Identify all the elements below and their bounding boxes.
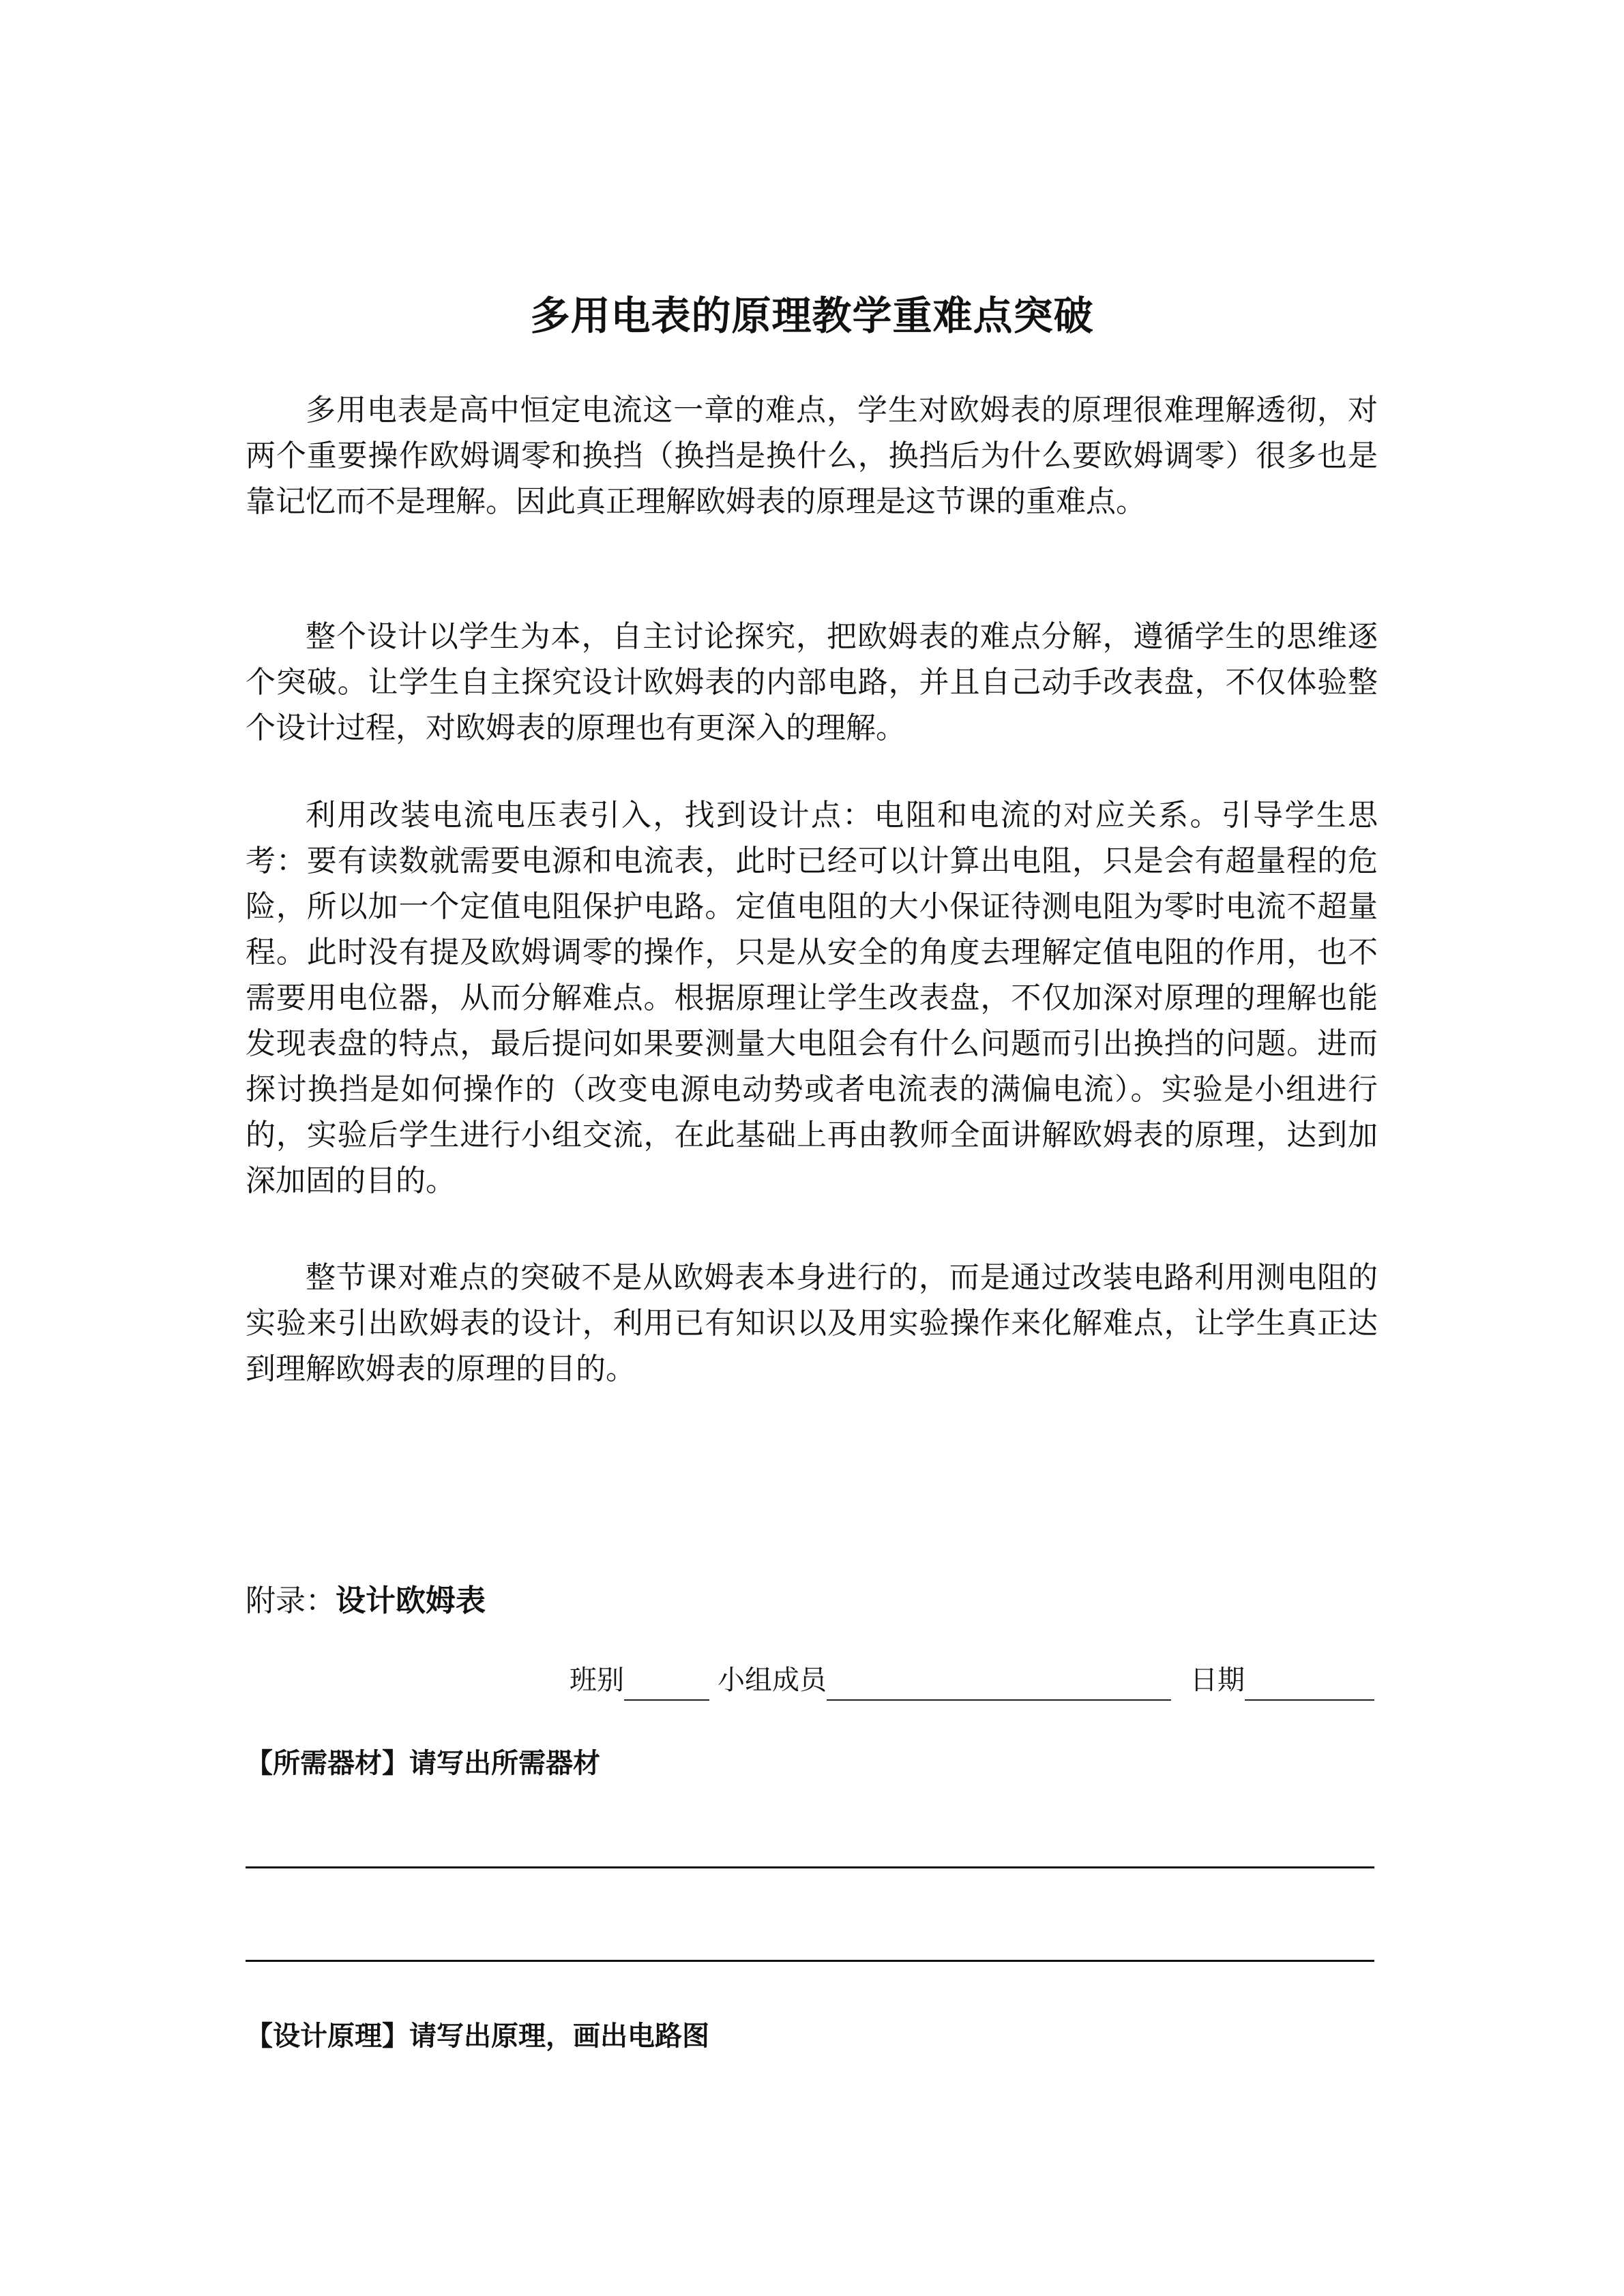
appendix-title: 设计欧姆表 — [336, 1583, 486, 1618]
info-row — [570, 1660, 1374, 1701]
answer-line-1[interactable] — [246, 1866, 1374, 1868]
answer-line-2[interactable] — [246, 1960, 1374, 1962]
group-members-blank[interactable] — [827, 1669, 1171, 1701]
class-label: 班别 — [570, 1665, 624, 1696]
appendix-prefix: 附录： — [246, 1583, 336, 1618]
equipment-heading: 【所需器材】请写出所需器材 — [246, 1748, 600, 1779]
paragraph-3: 利用改装电流电压表引入，找到设计点：电阻和电流的对应关系。引导学生思考：要有读数就需要电源和电流表，此时已经可以计算出电阻，只是会有超量程的危险，所以加一个定值电阻保护电路。定值电阻的大小保证待测电阻为零时电流不超量程。此时没有提及欧姆调零的操作，只是从安全的角度去理解定值电阻的作用，也不需要用电位器，从而分解难点。根据原理让学生改表盘，不仅加深对原理的理解也能发现表盘的特点，最后提问如果要测量大电阻会有什么问题而引出换挡的问题。进而探讨换挡是如何操作的（改变电源电动势或者电流表的满偏电流）。实验是小组进行的，实验后学生进行小组交流，在此基础上再由教师全面讲解欧姆表的原理，达到加深加固的目的。 — [246, 798, 1378, 1198]
paragraph-4: 整节课对难点的突破不是从欧姆表本身进行的，而是通过改装电路利用测电阻的实验来引出欧姆表的设计，利用已有知识以及用实验操作来化解难点，让学生真正达到理解欧姆表的原理的目的。 — [246, 1260, 1378, 1386]
paragraph-1: 多用电表是高中恒定电流这一章的难点，学生对欧姆表的原理很难理解透彻，对两个重要操作欧姆调零和换挡（换挡是换什么，换挡后为什么要欧姆调零）很多也是靠记忆而不是理解。因此真正理解欧姆表的原理是这节课的重难点。 — [246, 393, 1378, 519]
date-label: 日期 — [1190, 1665, 1245, 1696]
appendix-heading — [246, 1581, 486, 1622]
class-blank[interactable] — [624, 1669, 709, 1701]
group-label: 小组成员 — [718, 1665, 827, 1696]
date-blank[interactable] — [1245, 1669, 1374, 1701]
page-title: 多用电表的原理教学重难点突破 — [530, 293, 1094, 339]
paragraph-2: 整个设计以学生为本，自主讨论探究，把欧姆表的难点分解，遵循学生的思维逐个突破。让学生自主探究设计欧姆表的内部电路，并且自己动手改表盘，不仅体验整个设计过程，对欧姆表的原理也有更深入的理解。 — [246, 619, 1378, 745]
principle-heading: 【设计原理】请写出原理，画出电路图 — [246, 2021, 709, 2052]
